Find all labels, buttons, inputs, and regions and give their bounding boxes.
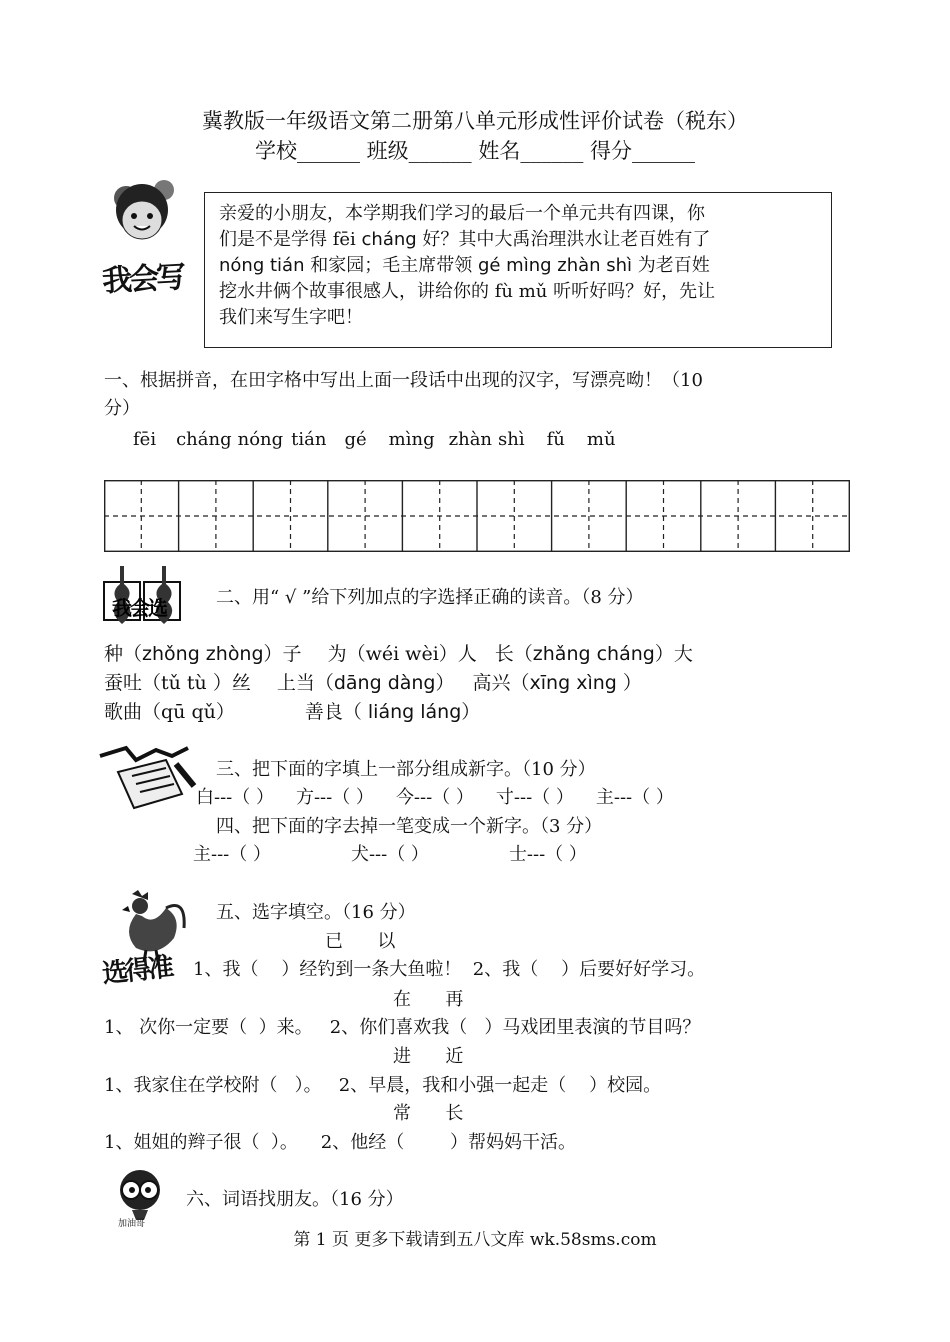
section3-item: 主---（ ） (595, 787, 674, 808)
intro-line-2 (219, 227, 819, 253)
section3-items (196, 784, 674, 812)
section1-pinyin-row (133, 426, 616, 454)
section1-title-line2: 分） (104, 398, 140, 419)
section4-items (193, 841, 587, 869)
choice-chars-3: 进 近 (393, 1046, 464, 1067)
section4-item: 士---（ ） (508, 844, 587, 865)
scroll-illustration (96, 742, 200, 812)
row1-zhang-end: ）大 (654, 643, 693, 665)
section3-item: 寸---（ ） (495, 787, 574, 808)
row2-dang-pinyin: dāng dàng (333, 672, 436, 694)
pinyin-7: zhàn (448, 429, 493, 450)
page-footer: 第 1 页 更多下载请到五八文库 wk.58sms.com (293, 1230, 657, 1250)
choice-chars-1: 已 以 (325, 931, 396, 952)
row1-zhong-char: 种（ (104, 643, 143, 665)
girl-illustration (101, 176, 194, 300)
intro-line-2-a: 们是不是学得 fēi (219, 229, 362, 250)
pinyin-2: cháng (176, 429, 232, 450)
section4-title: 四、把下面的字去掉一笔变成一个新字。（3 分） (216, 816, 603, 837)
scroll-icon (96, 742, 200, 812)
section1-title-line1: 一、根据拼音，在田字格中写出上面一段话中出现的汉字，写漂亮呦！（10 (104, 370, 703, 391)
pinyin-8: shì (498, 429, 525, 450)
section3-item: 方---（ ） (295, 787, 374, 808)
pinyin-1: fēi (133, 429, 157, 450)
page-title: 冀教版一年级语文第二册第八单元形成性评价试卷（税东） (202, 109, 748, 133)
section2-row2 (104, 669, 642, 697)
row3-liang-pinyin: liáng láng (367, 701, 462, 723)
intro-pinyin-nongtian: nóng tián (219, 255, 305, 276)
intro-box (204, 192, 832, 348)
row2-xing-pinyin: xīng xìng (529, 672, 617, 694)
intro-line-5: 我们来写生字吧！ (219, 307, 363, 328)
pinyin-3: nóng (237, 429, 284, 450)
section2-row3 (104, 698, 480, 726)
row2-dang-char: 上当（ (276, 672, 334, 694)
row1-wei: 为（wéi wèi）人 (327, 643, 477, 665)
pinyin-9: fǔ (546, 429, 565, 450)
section6-title: 六、词语找朋友。（16 分） (186, 1189, 404, 1210)
intro-line-2-c: 好？其中大禹治理洪水让老百姓有了 (416, 229, 711, 250)
pinyin-5: gé (344, 429, 367, 450)
rooster-illustration (100, 888, 192, 990)
group4-questions (104, 1129, 576, 1157)
section3-title: 三、把下面的字填上一部分组成新字。（10 分） (216, 759, 596, 780)
row3-liang-end: ） (461, 701, 481, 723)
group2-questions (104, 1014, 700, 1042)
choice-chars-4: 常 长 (393, 1103, 464, 1124)
group4-q1: 1、姐姐的辫子很（ ）。 (104, 1132, 298, 1153)
row1-zhang-pinyin: zhǎng cháng (532, 643, 655, 665)
row2-xing-end: ） (616, 672, 642, 694)
choice-chars-2: 在 再 (393, 989, 464, 1010)
violin-illustration (102, 562, 184, 634)
row3-qu: 歌曲（qū qǔ） (104, 701, 235, 723)
section3-item: 白---（ ） (196, 787, 274, 808)
group4-q2: 2、他经（ ）帮妈妈干活。 (320, 1132, 577, 1153)
badge-mascot: 加油哥 (118, 1219, 146, 1229)
intro-line-3-d: 为老百姓 (632, 255, 710, 276)
group1-q1: 1、我（ ）经钓到一条大鱼啦！ (193, 959, 462, 980)
badge-choose: 我会选 (112, 596, 166, 620)
intro-line-1: 亲爱的小朋友，本学期我们学习的最后一个单元共有四课，你 (219, 203, 705, 224)
row2-xing-char: 高兴（ (472, 672, 530, 694)
group3-q2: 2、早晨，我和小强一起走（ ）校园。 (338, 1075, 662, 1096)
section2-row1 (104, 640, 693, 668)
row1-zhong-end: ）子 (263, 643, 302, 665)
group3-questions (104, 1072, 661, 1100)
badge-select: 选得准 (100, 952, 173, 990)
row3-liang-char: 善良（ (304, 701, 368, 723)
group1-questions (193, 956, 705, 984)
badge-write: 我会写 (101, 259, 185, 300)
group2-q2: 2、你们喜欢我（ ）马戏团里表演的节目吗？ (329, 1017, 701, 1038)
intro-line-4: 挖水井俩个故事很感人，讲给你的 fù mǔ 听听好吗？好，先让 (219, 281, 716, 302)
row2-tu: 蚕吐（tǔ tù ）丝 (104, 672, 251, 694)
student-info-fields: 学校______ 班级______ 姓名______ 得分______ (254, 139, 696, 163)
pinyin-4: tián (291, 429, 327, 450)
mascot-illustration (112, 1168, 168, 1232)
row1-zhang-char: 长（ (494, 643, 533, 665)
group2-q1: 1、 次你一定要（ ）来。 (104, 1017, 313, 1038)
section3-item: 今---（ ） (395, 787, 474, 808)
intro-line-3 (219, 253, 819, 279)
group3-q1: 1、我家住在学校附（ ）。 (104, 1075, 322, 1096)
section2-title: 二、用“ √ ”给下列加点的字选择正确的读音。（8 分） (216, 587, 644, 608)
pinyin-6: mìng (388, 429, 435, 450)
glasses-boy-icon (112, 1168, 168, 1220)
group1-q2: 2、我（ ）后要好好学习。 (472, 959, 706, 980)
section5-title: 五、选字填空。（16 分） (216, 902, 416, 923)
intro-pinyin-gemingzhanshi: gé mìng zhàn shì (477, 255, 633, 276)
intro-line-3-b: 和家园；毛主席带领 (304, 255, 478, 276)
row1-zhong-pinyin: zhǒng zhòng (142, 643, 264, 665)
section4-item: 主---（ ） (193, 844, 271, 865)
intro-text (219, 201, 819, 331)
section1-title (104, 367, 864, 423)
tianzige-grid[interactable] (104, 480, 850, 552)
pinyin-10: mǔ (586, 429, 616, 450)
row2-dang-end: ） (435, 672, 455, 694)
intro-pinyin-chang: cháng (361, 229, 417, 250)
section4-item: 犬---（ ） (350, 844, 429, 865)
